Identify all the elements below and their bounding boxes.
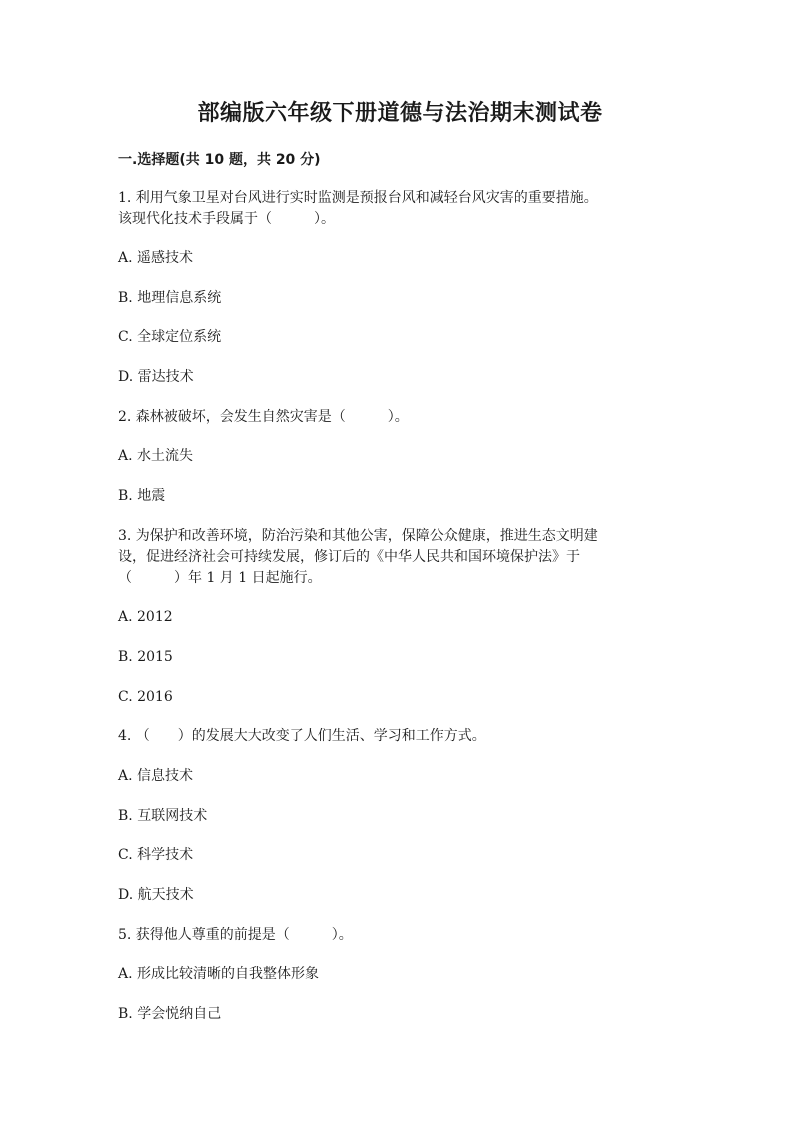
page-title: 部编版六年级下册道德与法治期末测试卷 xyxy=(197,101,603,126)
question-4-option-c: C. 科学技术 xyxy=(118,847,194,863)
question-3-stem-line-1: 3. 为保护和改善环境，防治污染和其他公害，保障公众健康，推进生态文明建 xyxy=(118,528,598,544)
question-2-option-b: B. 地震 xyxy=(118,488,166,504)
question-1-option-c: C. 全球定位系统 xyxy=(118,329,222,345)
question-4-option-a: A. 信息技术 xyxy=(118,768,194,784)
question-5-option-a: A. 形成比较清晰的自我整体形象 xyxy=(118,966,320,982)
question-2-stem-line-1: 2. 森林被破坏，会发生自然灾害是（ ）。 xyxy=(118,409,409,425)
question-3-option-c: C. 2016 xyxy=(118,689,173,705)
question-4-option-b: B. 互联网技术 xyxy=(118,808,208,824)
question-1-option-d: D. 雷达技术 xyxy=(118,369,194,385)
question-1-stem-line-2: 该现代化技术手段属于（ ）。 xyxy=(118,211,335,227)
question-1-option-b: B. 地理信息系统 xyxy=(118,290,222,306)
question-5-option-b: B. 学会悦纳自己 xyxy=(118,1006,222,1022)
section-heading: 一.选择题(共 10 题，共 20 分) xyxy=(118,152,321,168)
question-3-option-a: A. 2012 xyxy=(118,609,173,625)
question-3-option-b: B. 2015 xyxy=(118,649,173,665)
question-5-stem-line-1: 5. 获得他人尊重的前提是（ ）。 xyxy=(118,927,353,943)
question-4-option-d: D. 航天技术 xyxy=(118,887,194,903)
question-1-option-a: A. 遥感技术 xyxy=(118,250,194,266)
question-2-option-a: A. 水土流失 xyxy=(118,448,194,464)
question-3-stem-line-2: 设，促进经济社会可持续发展，修订后的《中华人民共和国环境保护法》于 xyxy=(118,549,580,565)
question-1-stem-line-1: 1. 利用气象卫星对台风进行实时监测是预报台风和减轻台风灾害的重要措施。 xyxy=(118,190,598,206)
question-4-stem-line-1: 4. （ ）的发展大大改变了人们生活、学习和工作方式。 xyxy=(118,728,486,744)
question-3-stem-line-3: （ ）年 1 月 1 日起施行。 xyxy=(118,570,322,586)
